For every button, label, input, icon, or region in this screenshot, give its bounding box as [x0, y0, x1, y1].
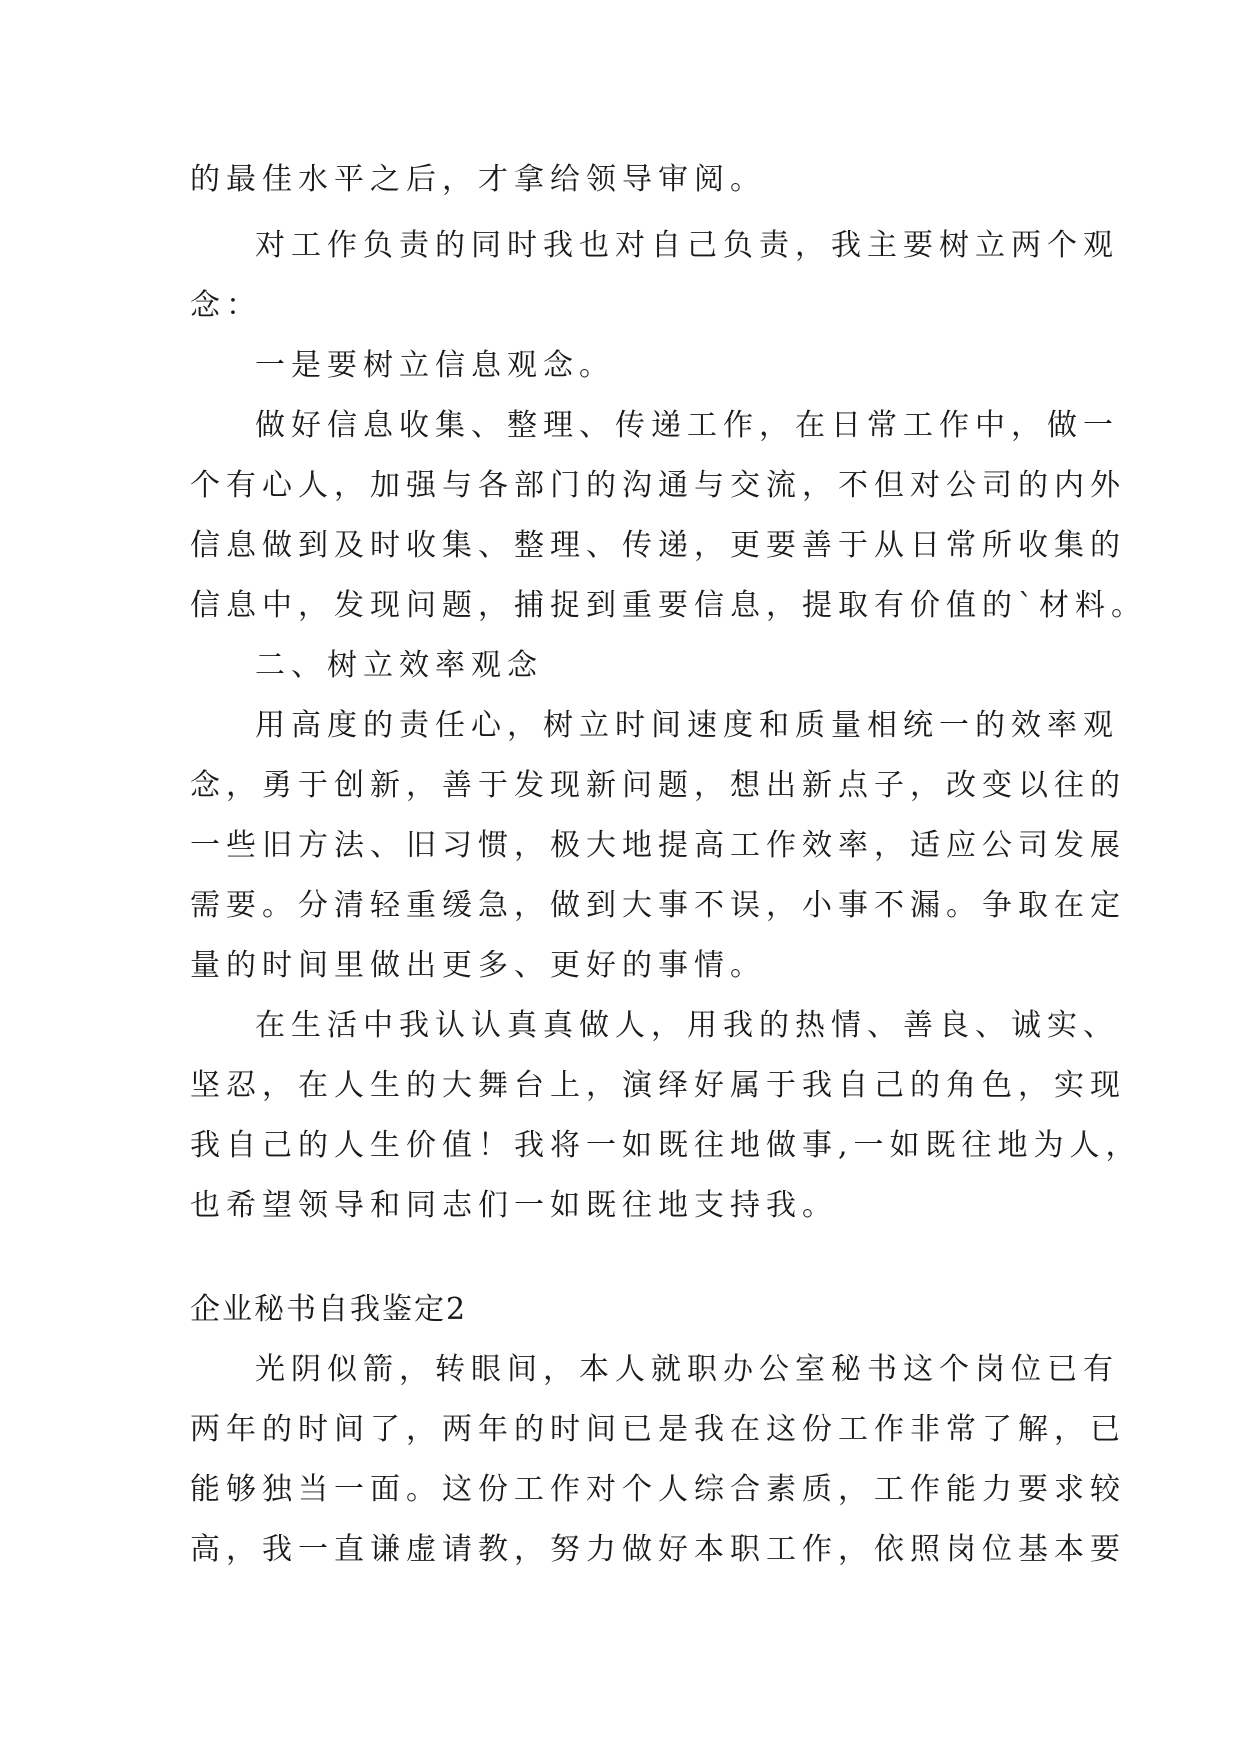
text-line: 一些旧方法、旧习惯，极大地提高工作效率，适应公司发展	[190, 828, 1126, 863]
text-line: 量的时间里做出更多、更好的事情。	[190, 948, 766, 983]
text-line: 高，我一直谦虚请教，努力做好本职工作，依照岗位基本要	[190, 1532, 1126, 1567]
section-heading: 企业秘书自我鉴定2	[190, 1292, 468, 1327]
section-point-two: 二、树立效率观念	[255, 648, 543, 683]
paragraph-first-line: 在生活中我认认真真做人，用我的热情、善良、诚实、	[255, 1008, 1119, 1043]
paragraph-first-line: 对工作负责的同时我也对自己负责，我主要树立两个观	[255, 228, 1119, 263]
text-line: 两年的时间了，两年的时间已是我在这份工作非常了解，已	[190, 1412, 1126, 1447]
text-line: 信息中，发现问题，捕捉到重要信息，提取有价值的`材料。	[190, 588, 1147, 623]
paragraph-first-line: 做好信息收集、整理、传递工作，在日常工作中，做一	[255, 408, 1119, 443]
text-line: 念：	[190, 288, 262, 323]
text-line: 也希望领导和同志们一如既往地支持我。	[190, 1188, 838, 1223]
text-line: 念，勇于创新，善于发现新问题，想出新点子，改变以往的	[190, 768, 1126, 803]
text-line: 我自己的人生价值！我将一如既往地做事,一如既往地为人，	[190, 1128, 1142, 1163]
text-line: 需要。分清轻重缓急，做到大事不误，小事不漏。争取在定	[190, 888, 1126, 923]
text-line: 坚忍，在人生的大舞台上，演绎好属于我自己的角色，实现	[190, 1068, 1126, 1103]
paragraph-first-line: 用高度的责任心，树立时间速度和质量相统一的效率观	[255, 708, 1119, 743]
text-line: 个有心人，加强与各部门的沟通与交流，不但对公司的内外	[190, 468, 1126, 503]
text-line: 的最佳水平之后，才拿给领导审阅。	[190, 162, 766, 197]
section-point-one: 一是要树立信息观念。	[255, 348, 615, 383]
text-line: 能够独当一面。这份工作对个人综合素质，工作能力要求较	[190, 1472, 1126, 1507]
text-line: 信息做到及时收集、整理、传递，更要善于从日常所收集的	[190, 528, 1126, 563]
paragraph-first-line: 光阴似箭，转眼间，本人就职办公室秘书这个岗位已有	[255, 1352, 1119, 1387]
